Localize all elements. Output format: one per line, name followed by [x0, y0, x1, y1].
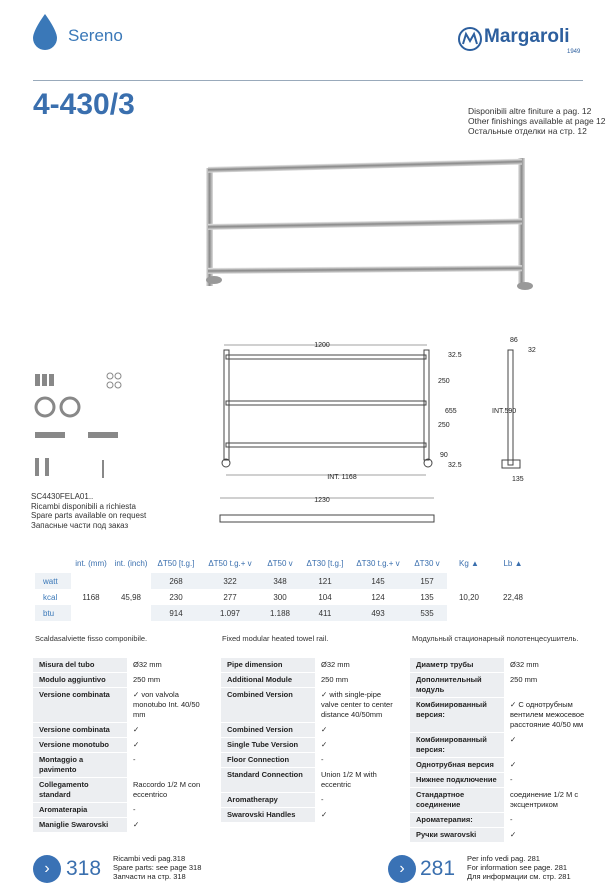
- hdr-dt30-tgv: ΔT30 t.g.+ v: [356, 558, 400, 568]
- dim-d4: 90: [440, 452, 448, 459]
- spare-parts-page[interactable]: 318: [66, 857, 102, 880]
- finishes-en: Other finishings available at page 12: [468, 116, 606, 126]
- feature-value: ✓: [127, 723, 217, 738]
- feature-value: ✓: [504, 733, 594, 758]
- feature-value: ✓: [504, 828, 594, 843]
- feature-key: Aromaterapia: [33, 803, 127, 818]
- feature-value: 250 mm: [504, 673, 594, 698]
- finishes-ru: Остальные отделки на стр. 12: [468, 126, 587, 136]
- feature-value: 250 mm: [315, 673, 405, 688]
- feature-row: [410, 698, 594, 733]
- row-label: btu: [43, 608, 55, 618]
- feature-key: Modulo aggiuntivo: [33, 673, 127, 688]
- hdr-kg: Kg ▲: [459, 558, 479, 568]
- cell: 277: [223, 592, 237, 602]
- feature-row: [33, 803, 217, 818]
- feature-value: -: [504, 813, 594, 828]
- product-photo: [200, 150, 550, 300]
- feature-key: Дополнительный модуль: [410, 673, 504, 698]
- ref-line: Spare parts: see page 318: [113, 863, 202, 872]
- feature-value: -: [127, 803, 217, 818]
- parts-code: SC4430FELA01..: [31, 492, 94, 501]
- feature-key: Collegamento standard: [33, 778, 127, 803]
- feature-key: Pipe dimension: [221, 658, 315, 673]
- dim-depth-a: 86: [510, 337, 518, 344]
- feature-value: Ø32 mm: [315, 658, 405, 673]
- feature-value: ✓: [504, 758, 594, 773]
- parts-line-en: Spare parts available on request: [31, 511, 147, 520]
- feature-key: Комбинированный версия:: [410, 733, 504, 758]
- cell: 322: [223, 576, 237, 586]
- feature-key: Диаметр трубы: [410, 658, 504, 673]
- parts-line-ru: Запасные части под заказ: [31, 520, 129, 530]
- feature-key: Combined Version: [221, 688, 315, 723]
- hdr-dt50-tg: ΔT50 [t.g.]: [157, 558, 195, 568]
- feature-value: ✓: [315, 808, 405, 823]
- cell: 411: [318, 608, 332, 618]
- feature-value: Raccordo 1/2 M con eccentrico: [127, 778, 217, 803]
- feature-row: [221, 768, 405, 793]
- feature-value: ✓ С однотрубным вентилем межосевое расстояние 40/50 мм: [504, 698, 594, 733]
- feature-row: [410, 733, 594, 758]
- feature-value: ✓: [127, 818, 217, 833]
- ref-line: Для информации см. стр. 281: [467, 872, 571, 881]
- cell: 145: [371, 576, 385, 586]
- feature-value: Union 1/2 M with eccentric: [315, 768, 405, 793]
- logo-text: Margaroli: [484, 26, 570, 47]
- cell: 268: [169, 576, 183, 586]
- ref-line: Ricambi vedi pag.318: [113, 854, 186, 863]
- feature-value: ✓ with single-pipe valve center to center distance 40/50mm: [315, 688, 405, 723]
- feature-row: [33, 723, 217, 738]
- feature-value: -: [315, 793, 405, 808]
- cell: 1.097: [219, 608, 241, 618]
- ref-line: Per info vedi pag. 281: [467, 854, 540, 863]
- header-divider: [33, 80, 583, 81]
- feature-key: Standard Connection: [221, 768, 315, 793]
- feature-row: [33, 778, 217, 803]
- features-table-ru: [410, 658, 594, 843]
- finishes-note: [468, 106, 606, 136]
- feature-value: ✓: [127, 738, 217, 753]
- title-it: Scaldasalviette fisso componibile.: [35, 634, 148, 643]
- feature-key: Versione combinata: [33, 723, 127, 738]
- feature-value: соединение 1/2 М с эксцентриком: [504, 788, 594, 813]
- feature-row: [221, 723, 405, 738]
- feature-key: Versione monotubo: [33, 738, 127, 753]
- title-ru: Модульный стационарный полотенцесушитель.: [412, 634, 579, 643]
- row-label: watt: [43, 576, 58, 586]
- feature-row: [410, 828, 594, 843]
- feature-value: Ø32 mm: [504, 658, 594, 673]
- cell: 124: [371, 592, 385, 602]
- feature-row: [410, 788, 594, 813]
- lb-value: 22,48: [491, 573, 535, 621]
- arrow-right-icon[interactable]: ›: [388, 855, 416, 883]
- cell: 1.188: [269, 608, 291, 618]
- hdr-int-inch: int. (inch): [114, 558, 148, 568]
- hdr-dt30-tg: ΔT30 [t.g.]: [306, 558, 344, 568]
- feature-key: Combined Version: [221, 723, 315, 738]
- feature-key: Versione combinata: [33, 688, 127, 723]
- feature-row: [33, 738, 217, 753]
- spec-table: [35, 553, 535, 621]
- margaroli-logo-icon: [458, 27, 482, 51]
- feature-value: 250 mm: [127, 673, 217, 688]
- feature-row: [221, 793, 405, 808]
- feature-key: Нижнее подключение: [410, 773, 504, 788]
- feature-value: -: [504, 773, 594, 788]
- dim-d1: 32.5: [448, 352, 462, 359]
- cell: 121: [318, 576, 332, 586]
- water-drop-icon: [30, 12, 60, 52]
- feature-key: Ручки swarovski: [410, 828, 504, 843]
- features-table-it: [33, 658, 217, 833]
- finishes-it: Disponibili altre finiture a pag. 12: [468, 106, 592, 116]
- arrow-right-icon[interactable]: ›: [33, 855, 61, 883]
- feature-key: Однотрубная версия: [410, 758, 504, 773]
- feature-key: Maniglie Swarovski: [33, 818, 127, 833]
- dim-int-h: INT.590: [492, 408, 517, 415]
- feature-row: [33, 688, 217, 723]
- hdr-dt50-v: ΔT50 v: [267, 558, 293, 568]
- features-table-en: [221, 658, 405, 823]
- feature-key: Ароматерапия:: [410, 813, 504, 828]
- row-label: kcal: [43, 592, 58, 602]
- feature-key: Swarovski Handles: [221, 808, 315, 823]
- spare-parts-note: [31, 492, 146, 530]
- feature-row: [410, 673, 594, 698]
- feature-row: [410, 758, 594, 773]
- dim-side: 135: [512, 476, 524, 483]
- cell: 157: [420, 576, 434, 586]
- hdr-lb: Lb ▲: [503, 558, 523, 568]
- hdr-dt50-tgv: ΔT50 t.g.+ v: [208, 558, 252, 568]
- dim-w2: 1230: [314, 497, 330, 504]
- feature-row: [221, 658, 405, 673]
- cell: 493: [371, 608, 385, 618]
- spare-parts-ref: [113, 854, 201, 881]
- feature-row: [410, 813, 594, 828]
- cell: 230: [169, 592, 183, 602]
- feature-key: Стандартное соединение: [410, 788, 504, 813]
- int-mm-value: 1168: [71, 573, 111, 621]
- info-ref: [467, 854, 571, 881]
- cell: 348: [273, 576, 287, 586]
- info-page[interactable]: 281: [420, 857, 456, 880]
- feature-row: [33, 673, 217, 688]
- feature-key: Montaggio a pavimento: [33, 753, 127, 778]
- feature-row: [33, 658, 217, 673]
- ref-line: For information see page. 281: [467, 863, 568, 872]
- feature-row: [33, 753, 217, 778]
- title-en: Fixed modular heated towel rail.: [222, 634, 329, 643]
- feature-key: Additional Module: [221, 673, 315, 688]
- dim-d3: 250: [438, 422, 450, 429]
- feature-row: [221, 808, 405, 823]
- feature-row: [221, 673, 405, 688]
- model-number: 4-430/3: [33, 88, 135, 121]
- hdr-int-mm: int. (mm): [75, 558, 107, 568]
- hdr-dt30-v: ΔT30 v: [414, 558, 440, 568]
- feature-row: [221, 688, 405, 723]
- cell: 535: [420, 608, 434, 618]
- feature-key: Floor Connection: [221, 753, 315, 768]
- kg-value: 10,20: [447, 573, 491, 621]
- int-inch-value: 45,98: [111, 573, 151, 621]
- feature-value: ✓: [315, 738, 405, 753]
- brand-name: Sereno: [68, 26, 123, 45]
- feature-key: Комбинированный версия:: [410, 698, 504, 733]
- feature-value: -: [315, 753, 405, 768]
- spare-parts-image: [30, 370, 130, 480]
- feature-row: [33, 818, 217, 833]
- feature-value: -: [127, 753, 217, 778]
- cell: 300: [273, 592, 287, 602]
- cell: 104: [318, 592, 332, 602]
- feature-row: [410, 658, 594, 673]
- feature-row: [221, 753, 405, 768]
- dim-depth-b: 32: [528, 347, 536, 354]
- dim-d5: 32.5: [448, 462, 462, 469]
- feature-key: Single Tube Version: [221, 738, 315, 753]
- dim-width: 1200: [314, 342, 330, 349]
- dim-height: 655: [445, 408, 457, 415]
- feature-value: Ø32 mm: [127, 658, 217, 673]
- feature-row: [221, 738, 405, 753]
- feature-value: ✓: [315, 723, 405, 738]
- feature-value: ✓ von valvola monotubo Int. 40/50 mm: [127, 688, 217, 723]
- row-watt: [35, 573, 535, 589]
- cell: 914: [169, 608, 183, 618]
- ref-line: Запчасти на стр. 318: [113, 872, 186, 881]
- feature-key: Misura del tubo: [33, 658, 127, 673]
- feature-row: [410, 773, 594, 788]
- feature-key: Aromatherapy: [221, 793, 315, 808]
- parts-line-it: Ricambi disponibili a richiesta: [31, 501, 136, 511]
- dim-int-w: INT. 1168: [327, 474, 357, 481]
- logo-year: 1949: [567, 49, 581, 55]
- dim-d2: 250: [438, 378, 450, 385]
- technical-drawing: [212, 335, 552, 535]
- cell: 135: [420, 592, 434, 602]
